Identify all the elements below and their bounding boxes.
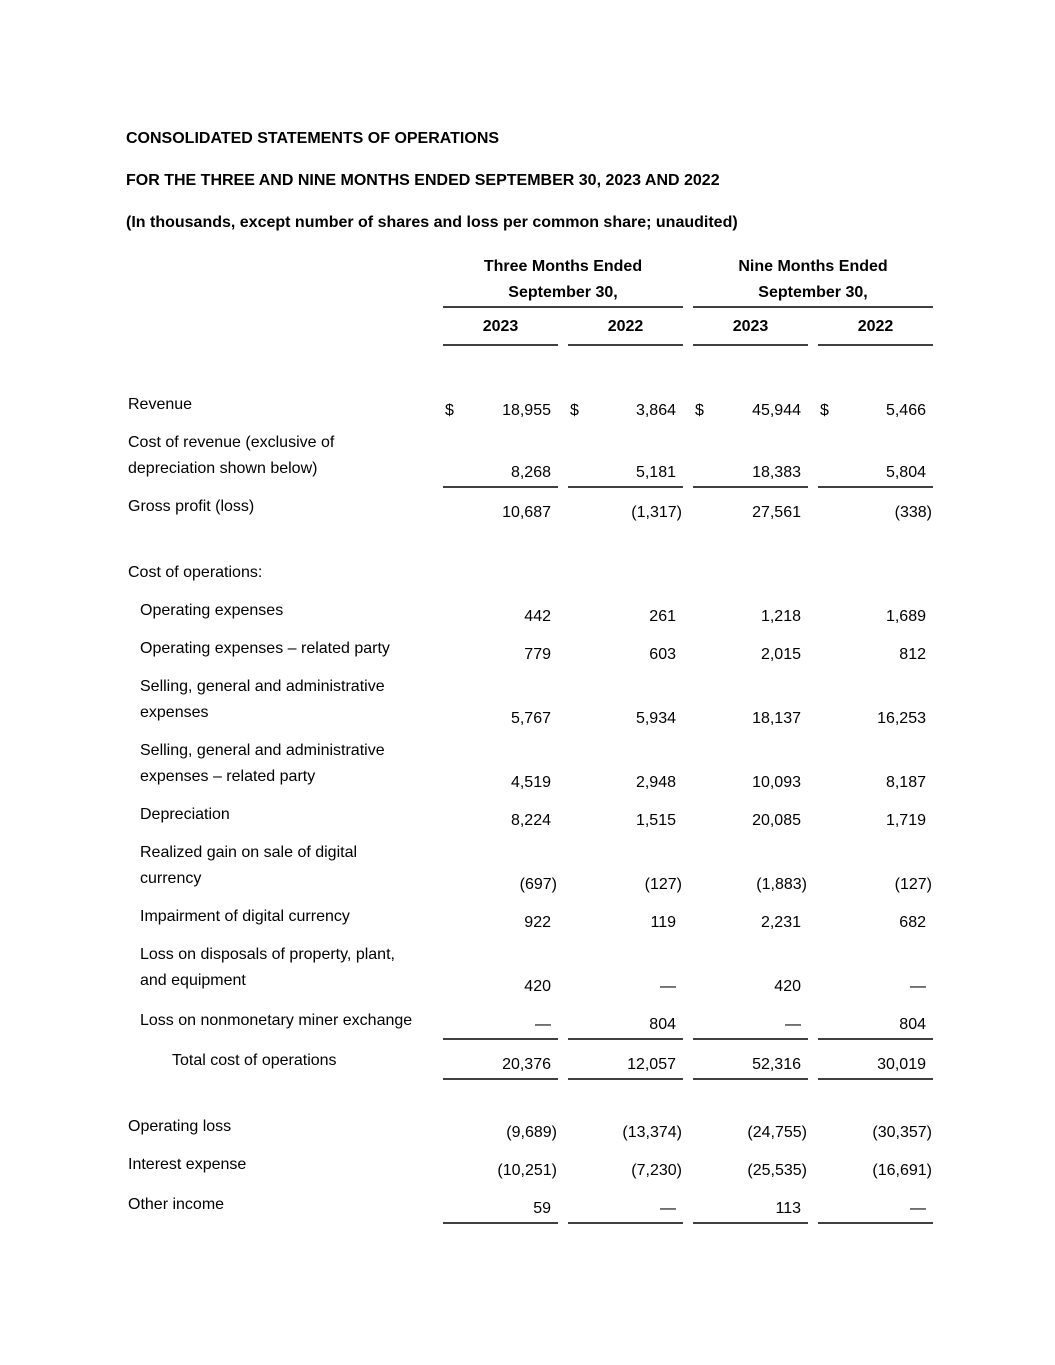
value-text: 18,383 [752,464,801,481]
value-cell [568,1196,683,1224]
column-group-line: Three Months Ended [483,258,643,275]
value-cell [693,1158,808,1184]
value-text: 5,181 [635,464,676,481]
value-text: 59 [533,1200,551,1217]
value-cell [568,460,683,488]
row-label: Interest expense [128,1156,247,1173]
row-sga-expenses-related-party [126,744,1055,796]
row-label: Selling, general and administrative expenses – related party [140,742,385,785]
row-sga-expenses [126,680,1055,732]
value-text: 4,519 [510,774,551,791]
value-cell [568,642,683,668]
row-label: Depreciation [140,806,230,823]
currency-symbol: $ [695,402,704,419]
value-text: 113 [775,1200,801,1217]
column-group-three-months [443,254,683,308]
value-text: 2,231 [760,914,801,931]
value-cell [693,706,808,732]
value-text: (25,535) [747,1162,807,1179]
row-label: Total cost of operations [172,1052,337,1069]
value-cell [818,642,933,668]
value-text: 10,093 [752,774,801,791]
value-text: — [910,978,926,995]
value-text: 1,218 [760,608,801,625]
value-text: — [785,1016,801,1033]
value-text: 5,767 [510,710,551,727]
currency-symbol: $ [820,402,829,419]
value-cell [693,808,808,834]
value-cell [443,1120,558,1146]
operations-table [126,254,1055,1224]
document-headings [126,128,1055,234]
value-text: 442 [524,608,551,625]
value-cell [818,770,933,796]
value-cell [693,1052,808,1080]
value-text: (30,357) [872,1124,932,1141]
value-cell [443,1196,558,1224]
value-text: (13,374) [622,1124,682,1141]
row-label: Loss on nonmonetary miner exchange [140,1012,413,1029]
value-text: 2,948 [635,774,676,791]
value-text: 804 [649,1016,676,1033]
value-cell [693,770,808,796]
value-text: (24,755) [747,1124,807,1141]
value-text: 18,137 [752,710,801,727]
value-text: 2,015 [760,646,801,663]
value-cell [443,706,558,732]
value-text: 16,253 [877,710,926,727]
value-cell [443,770,558,796]
value-text: 3,864 [635,402,676,419]
value-cell [693,1120,808,1146]
statement-title: CONSOLIDATED STATEMENTS OF OPERATIONS [126,130,500,147]
row-label: Operating expenses [140,602,284,619]
value-cell [818,974,933,1000]
value-text: 45,944 [752,402,801,419]
value-cell [818,1012,933,1040]
value-text: 812 [899,646,926,663]
value-cell [693,1196,808,1224]
value-text: — [660,1200,676,1217]
currency-symbol: $ [445,402,454,419]
value-cell [818,460,933,488]
value-cell [568,500,683,526]
value-text: 20,376 [502,1056,551,1073]
value-text: 8,187 [885,774,926,791]
value-cell [443,398,558,424]
value-text: 5,466 [885,402,926,419]
value-text: (7,230) [631,1162,682,1179]
value-cell [443,642,558,668]
value-cell [693,910,808,936]
row-label: Cost of revenue (exclusive of depreciation shown below) [128,434,335,477]
value-text: 8,268 [510,464,551,481]
value-text: 603 [649,646,676,663]
value-cell [568,910,683,936]
value-cell [693,872,808,898]
year-header-9m-2023: 2023 [693,314,808,346]
row-realized-gain-digital-currency [126,846,1055,898]
value-cell [818,808,933,834]
row-operating-loss [126,1120,1055,1146]
value-text: 420 [774,978,801,995]
value-cell [693,604,808,630]
table-rows [126,398,1055,1224]
value-cell [693,460,808,488]
row-depreciation [126,808,1055,834]
column-group-line: September 30, [508,284,618,301]
value-text: (697) [519,876,557,893]
row-label: Operating expenses – related party [140,640,390,657]
value-text: 12,057 [627,1056,676,1073]
value-text: (127) [644,876,682,893]
value-text: 52,316 [752,1056,801,1073]
row-label: Impairment of digital currency [140,908,350,925]
value-text: (9,689) [506,1124,557,1141]
value-cell [568,1120,683,1146]
value-text: (127) [894,876,932,893]
row-other-income [126,1196,1055,1224]
value-text: 5,934 [635,710,676,727]
value-cell [818,1052,933,1080]
value-cell [443,500,558,526]
row-total-cost-of-operations [126,1052,1055,1080]
value-cell [693,974,808,1000]
value-cell [443,910,558,936]
label-column-spacer [126,254,433,308]
value-cell [818,910,933,936]
value-cell [818,604,933,630]
row-label: Operating loss [128,1118,232,1135]
row-interest-expense [126,1158,1055,1184]
value-text: 682 [899,914,926,931]
value-cell [568,1012,683,1040]
value-text: 18,955 [502,402,551,419]
row-label: Cost of operations: [128,564,263,581]
year-header-3m-2023: 2023 [443,314,558,346]
value-text: (1,317) [631,504,682,521]
value-cell [693,398,808,424]
value-text: (1,883) [756,876,807,893]
value-cell [568,974,683,1000]
column-group-nine-months [693,254,933,308]
value-text: — [660,978,676,995]
value-cell [818,706,933,732]
row-revenue [126,398,1055,424]
value-text: 27,561 [752,504,801,521]
value-cell [568,808,683,834]
row-label: Realized gain on sale of digital currency [140,844,358,887]
year-header-3m-2022: 2022 [568,314,683,346]
row-cost-of-revenue [126,436,1055,488]
value-cell [568,770,683,796]
value-text: (10,251) [497,1162,557,1179]
value-text: (338) [894,504,932,521]
value-text: 922 [524,914,551,931]
value-text: 779 [524,646,551,663]
value-cell [443,872,558,898]
value-cell [818,1196,933,1224]
value-text: 420 [524,978,551,995]
year-header-9m-2022: 2022 [818,314,933,346]
value-cell [818,500,933,526]
value-cell [818,1158,933,1184]
row-cost-of-operations-heading [126,566,1055,592]
value-cell [568,1052,683,1080]
column-group-line: Nine Months Ended [738,258,888,275]
statement-period-line: FOR THE THREE AND NINE MONTHS ENDED SEPTEMBER 30, 2023 AND 2022 [126,172,720,189]
value-text: 804 [899,1016,926,1033]
value-text: 1,515 [635,812,676,829]
currency-symbol: $ [570,402,579,419]
column-group-header-row [126,254,1055,308]
label-column-spacer [126,314,433,346]
value-text: — [535,1016,551,1033]
value-cell [568,872,683,898]
row-operating-expenses-related-party [126,642,1055,668]
value-text: (16,691) [872,1162,932,1179]
row-operating-expenses [126,604,1055,630]
row-label: Other income [128,1196,225,1213]
value-text: 119 [650,914,676,931]
row-gross-profit-loss [126,500,1055,526]
row-label: Revenue [128,396,193,413]
row-label: Gross profit (loss) [128,498,255,515]
value-cell [818,1120,933,1146]
value-cell [818,872,933,898]
year-header-row [126,314,1055,346]
value-text: 8,224 [510,812,551,829]
value-cell [443,1158,558,1184]
value-cell [693,1012,808,1040]
value-cell [443,604,558,630]
value-cell [693,500,808,526]
value-cell [443,974,558,1000]
value-cell [818,398,933,424]
value-cell [693,642,808,668]
value-cell [443,1052,558,1080]
value-cell [443,1012,558,1040]
value-text: 20,085 [752,812,801,829]
row-label: Loss on disposals of property, plant, and equipment [140,946,395,989]
row-label: Selling, general and administrative expenses [140,678,385,721]
row-loss-nonmonetary-miner-exchange [126,1012,1055,1040]
value-text: 5,804 [885,464,926,481]
value-cell [443,460,558,488]
value-text: 10,687 [502,504,551,521]
value-text: 30,019 [877,1056,926,1073]
value-text: — [910,1200,926,1217]
value-text: 1,719 [885,812,926,829]
column-group-line: September 30, [758,284,868,301]
value-cell [568,604,683,630]
row-loss-disposals-ppe [126,948,1055,1000]
row-impairment-digital-currency [126,910,1055,936]
value-cell [443,808,558,834]
value-cell [568,1158,683,1184]
statement-units-note: (In thousands, except number of shares and loss per common share; unaudited) [126,214,738,231]
value-cell [568,398,683,424]
value-text: 261 [649,608,676,625]
value-text: 1,689 [885,608,926,625]
value-cell [568,706,683,732]
